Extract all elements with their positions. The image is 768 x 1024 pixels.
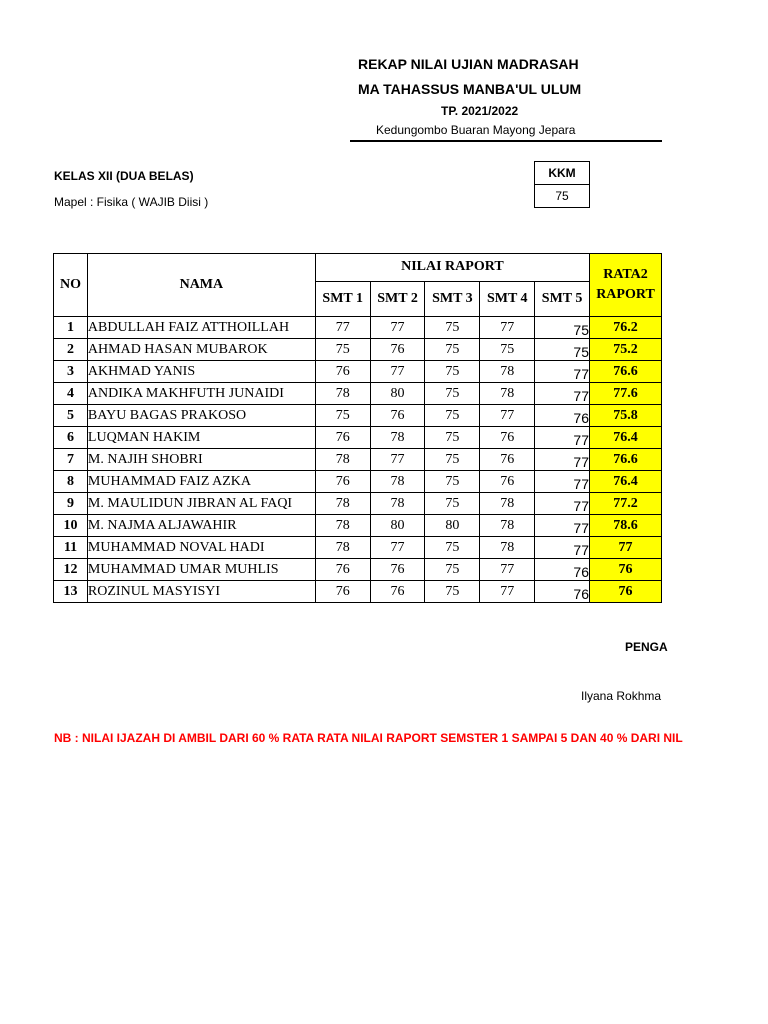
smt3-score: 75 [425,471,480,493]
row-number: 12 [54,559,88,581]
smt4-score: 78 [480,515,535,537]
student-name: ROZINUL MASYISYI [87,581,315,603]
average-score: 77 [590,537,662,559]
student-name: MUHAMMAD UMAR MUHLIS [87,559,315,581]
smt1-score: 76 [315,581,370,603]
smt3-score: 75 [425,449,480,471]
average-score: 78.6 [590,515,662,537]
average-score: 76 [590,581,662,603]
column-header-smt-5: SMT 5 [535,281,590,316]
row-number: 5 [54,405,88,427]
document-title: REKAP NILAI UJIAN MADRASAH [358,56,579,72]
smt4-score: 76 [480,427,535,449]
smt3-score: 75 [425,339,480,361]
smt4-score: 77 [480,317,535,339]
approval-label: PENGA [625,640,668,654]
table-row [54,493,662,515]
smt4-score: 77 [480,559,535,581]
row-number: 2 [54,339,88,361]
smt2-score: 80 [370,383,425,405]
smt1-score: 76 [315,559,370,581]
column-header-nilai-raport: NILAI RAPORT [315,254,589,282]
student-name: LUQMAN HAKIM [87,427,315,449]
column-header-smt-3: SMT 3 [425,281,480,316]
rata-header-line2: RAPORT [596,287,655,302]
smt1-score: 76 [315,361,370,383]
row-number: 7 [54,449,88,471]
smt4-score: 76 [480,471,535,493]
row-number: 4 [54,383,88,405]
smt5-score: 75 [535,317,590,339]
table-row [54,339,662,361]
smt3-score: 75 [425,427,480,449]
rata-header-line1: RATA2 [603,267,648,282]
smt2-score: 77 [370,317,425,339]
smt1-score: 78 [315,537,370,559]
smt3-score: 75 [425,559,480,581]
column-header-smt-1: SMT 1 [315,281,370,316]
smt5-score: 77 [535,493,590,515]
table-row [54,471,662,493]
smt4-score: 76 [480,449,535,471]
student-name: M. NAJIH SHOBRI [87,449,315,471]
average-score: 76.6 [590,361,662,383]
average-score: 75.2 [590,339,662,361]
smt2-score: 76 [370,581,425,603]
table-row [54,405,662,427]
smt2-score: 77 [370,537,425,559]
school-name: MA TAHASSUS MANBA'UL ULUM [358,81,582,97]
smt2-score: 76 [370,339,425,361]
smt4-score: 77 [480,405,535,427]
average-score: 76.4 [590,471,662,493]
student-name: ANDIKA MAKHFUTH JUNAIDI [87,383,315,405]
column-header-rata2-raport [590,254,662,317]
student-name: M. NAJMA ALJAWAHIR [87,515,315,537]
average-score: 76 [590,559,662,581]
kkm-value: 75 [535,185,590,208]
smt3-score: 75 [425,317,480,339]
smt2-score: 76 [370,405,425,427]
column-header-no: NO [54,254,88,317]
smt3-score: 75 [425,493,480,515]
smt1-score: 76 [315,471,370,493]
smt2-score: 77 [370,361,425,383]
average-score: 77.6 [590,383,662,405]
smt5-score: 76 [535,559,590,581]
kkm-label: KKM [535,162,590,185]
smt1-score: 78 [315,493,370,515]
smt5-score: 75 [535,339,590,361]
header-divider [350,140,662,142]
smt4-score: 78 [480,361,535,383]
smt4-score: 77 [480,581,535,603]
column-header-smt-2: SMT 2 [370,281,425,316]
smt5-score: 77 [535,449,590,471]
smt5-score: 77 [535,515,590,537]
smt5-score: 77 [535,537,590,559]
academic-year: TP. 2021/2022 [441,104,519,118]
row-number: 6 [54,427,88,449]
smt2-score: 80 [370,515,425,537]
smt1-score: 78 [315,515,370,537]
average-score: 75.8 [590,405,662,427]
table-row [54,581,662,603]
smt3-score: 75 [425,581,480,603]
table-row [54,383,662,405]
grades-table [53,253,662,603]
smt5-score: 77 [535,383,590,405]
smt5-score: 77 [535,471,590,493]
student-name: AHMAD HASAN MUBAROK [87,339,315,361]
row-number: 13 [54,581,88,603]
signer-name: Ilyana Rokhma [581,689,662,703]
table-row [54,427,662,449]
student-name: MUHAMMAD FAIZ AZKA [87,471,315,493]
average-score: 76.6 [590,449,662,471]
table-row [54,515,662,537]
row-number: 8 [54,471,88,493]
smt1-score: 75 [315,405,370,427]
kkm-box [534,161,590,208]
row-number: 11 [54,537,88,559]
smt5-score: 76 [535,405,590,427]
column-header-nama: NAMA [87,254,315,317]
smt1-score: 75 [315,339,370,361]
table-row [54,537,662,559]
student-name: MUHAMMAD NOVAL HADI [87,537,315,559]
smt2-score: 77 [370,449,425,471]
smt4-score: 78 [480,493,535,515]
smt2-score: 78 [370,493,425,515]
table-row [54,449,662,471]
student-name: ABDULLAH FAIZ ATTHOILLAH [87,317,315,339]
smt2-score: 76 [370,559,425,581]
smt1-score: 77 [315,317,370,339]
smt3-score: 75 [425,405,480,427]
smt3-score: 75 [425,383,480,405]
smt2-score: 78 [370,471,425,493]
smt4-score: 75 [480,339,535,361]
smt3-score: 75 [425,537,480,559]
smt5-score: 76 [535,581,590,603]
smt5-score: 77 [535,427,590,449]
average-score: 76.2 [590,317,662,339]
smt3-score: 80 [425,515,480,537]
smt1-score: 76 [315,427,370,449]
smt1-score: 78 [315,383,370,405]
smt4-score: 78 [480,537,535,559]
column-header-smt-4: SMT 4 [480,281,535,316]
grades-table-body [54,317,662,603]
table-row [54,317,662,339]
row-number: 10 [54,515,88,537]
subject-label: Mapel : Fisika ( WAJIB Diisi ) [54,195,209,209]
smt4-score: 78 [480,383,535,405]
student-name: M. MAULIDUN JIBRAN AL FAQI [87,493,315,515]
table-row [54,361,662,383]
average-score: 77.2 [590,493,662,515]
average-score: 76.4 [590,427,662,449]
row-number: 1 [54,317,88,339]
row-number: 9 [54,493,88,515]
smt3-score: 75 [425,361,480,383]
student-name: BAYU BAGAS PRAKOSO [87,405,315,427]
school-address: Kedungombo Buaran Mayong Jepara [376,123,576,137]
note-text: NB : NILAI IJAZAH DI AMBIL DARI 60 % RATA RATA NILAI RAPORT SEMSTER 1 SAMPAI 5 DAN 40 % DARI NIL [54,731,683,745]
row-number: 3 [54,361,88,383]
student-name: AKHMAD YANIS [87,361,315,383]
smt2-score: 78 [370,427,425,449]
table-row [54,559,662,581]
class-label: KELAS XII (DUA BELAS) [54,169,194,183]
smt1-score: 78 [315,449,370,471]
smt5-score: 77 [535,361,590,383]
